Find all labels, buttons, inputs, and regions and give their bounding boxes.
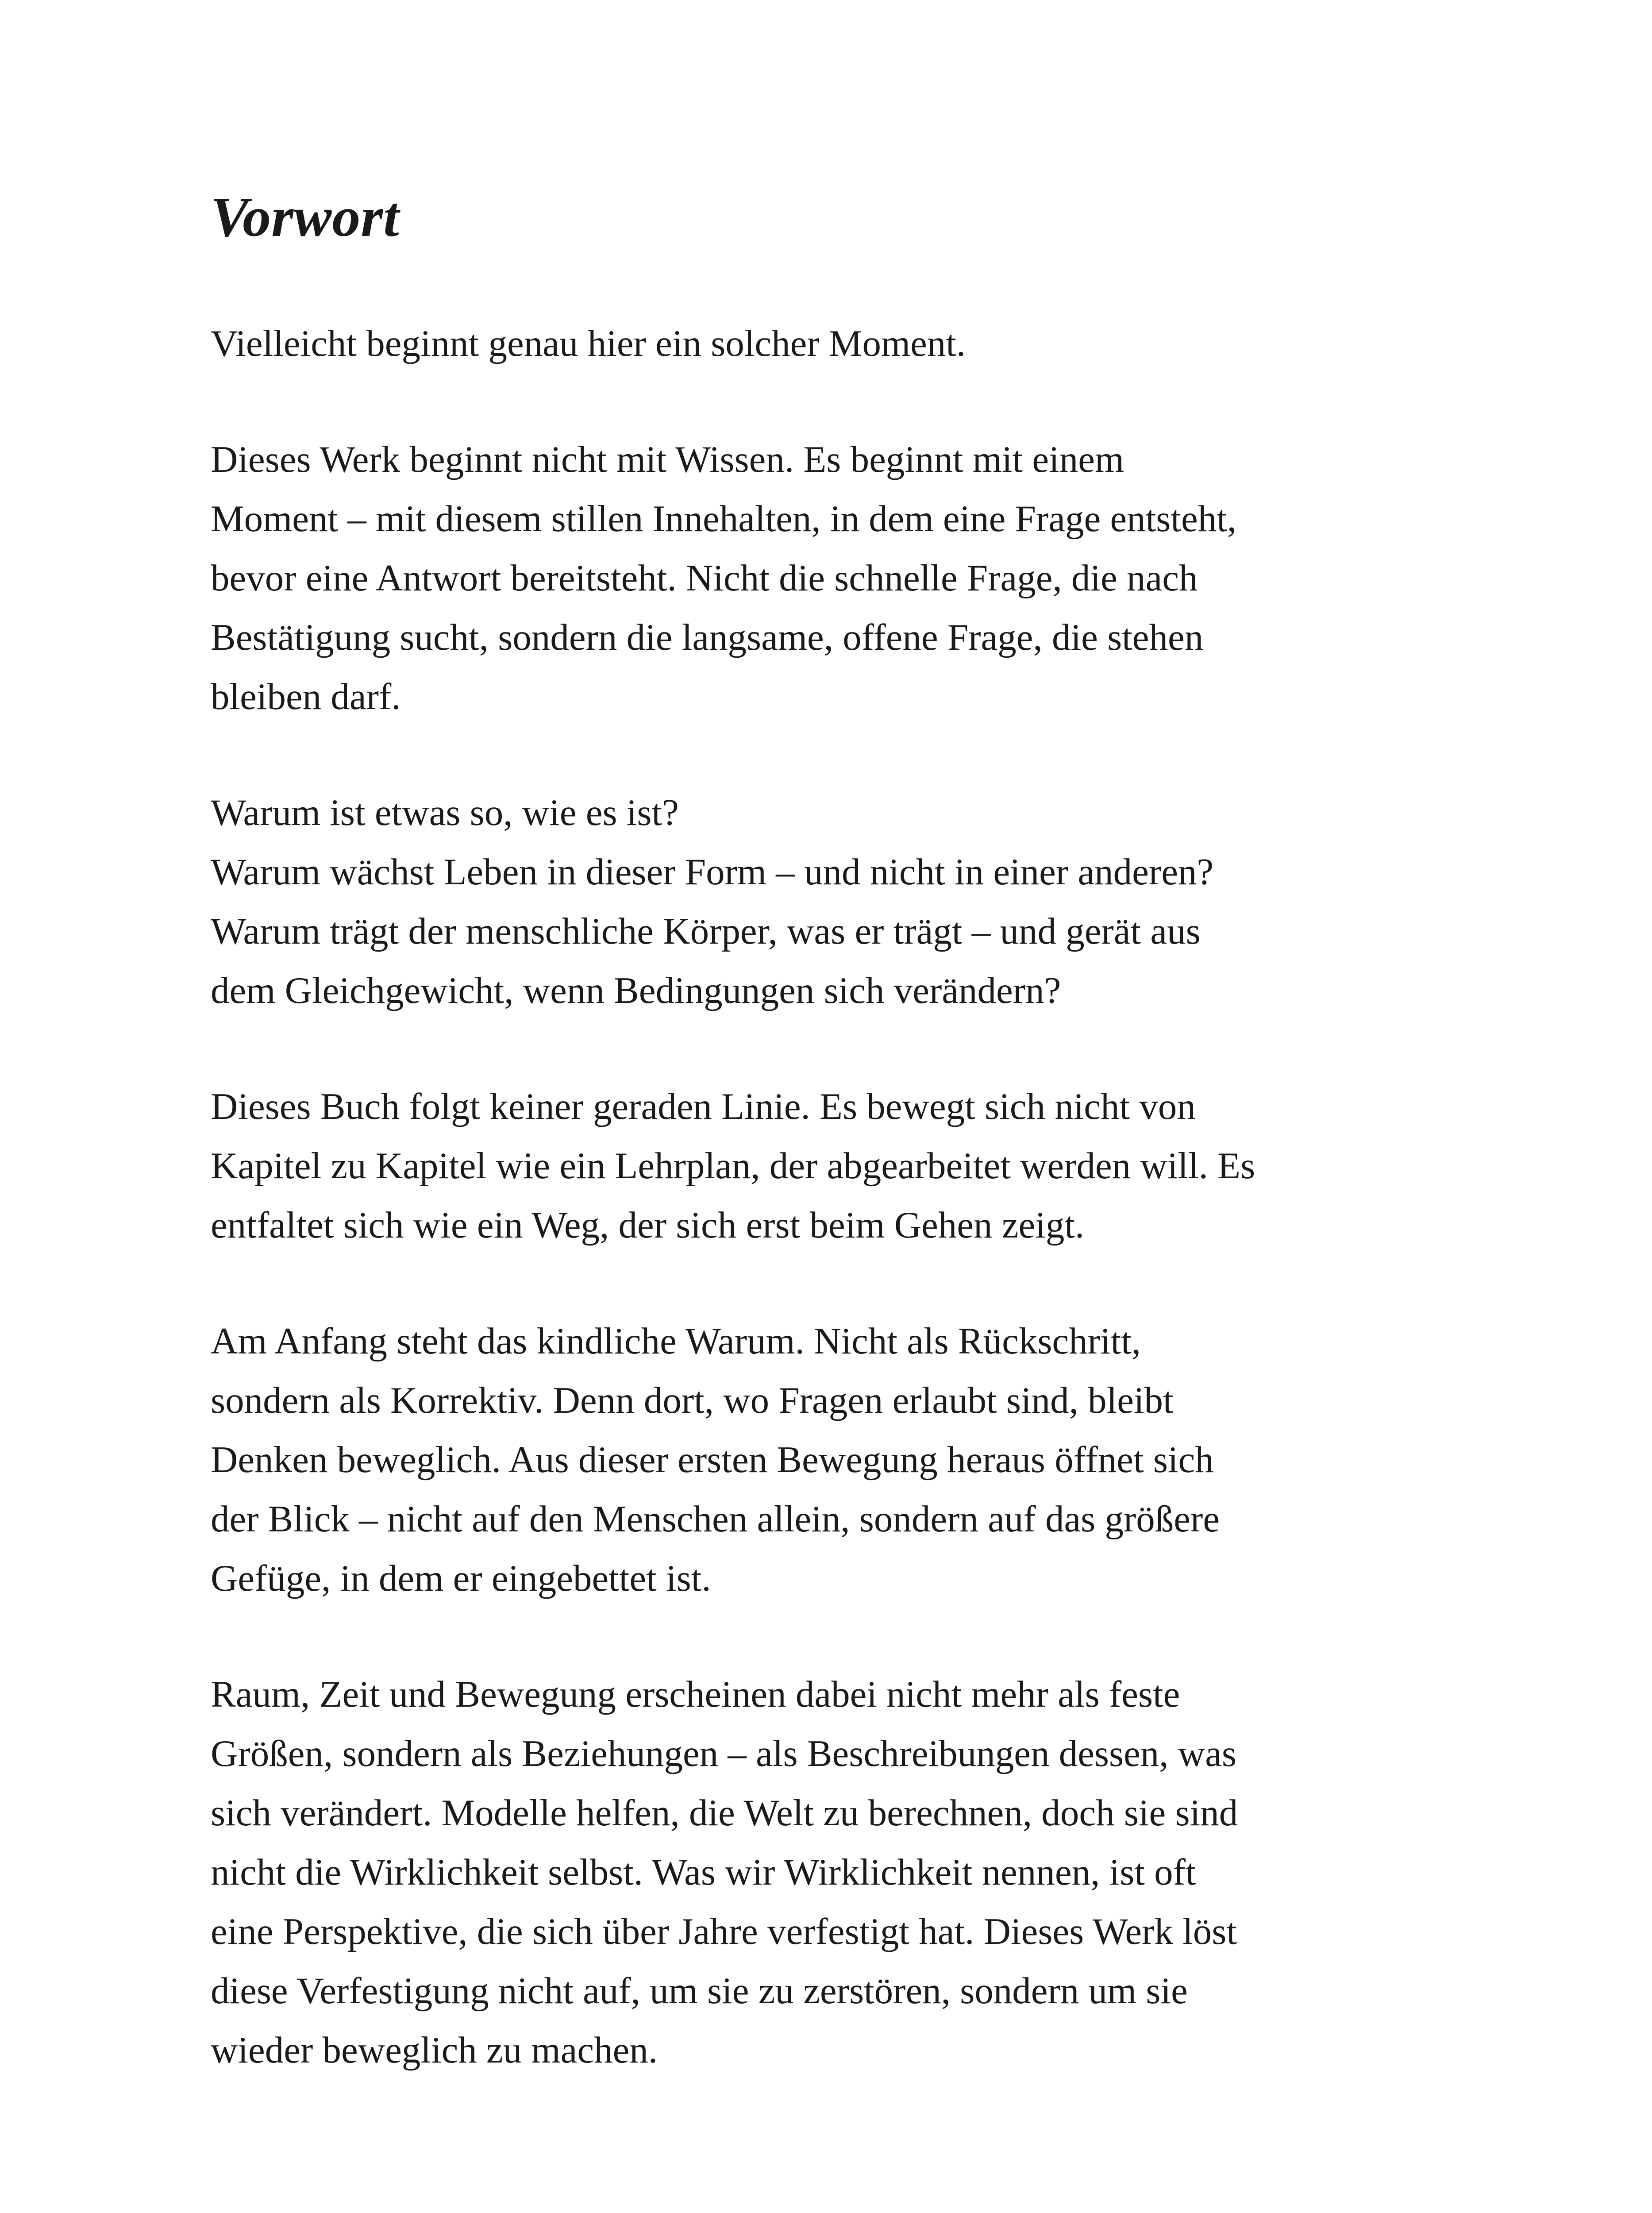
text-line: Warum ist etwas so, wie es ist? [211,791,679,833]
paragraph [211,1077,1432,1255]
paragraph [211,1311,1432,1608]
paragraph [211,314,1432,373]
text-line: dem Gleichgewicht, wenn Bedingungen sich verändern? [211,969,1061,1011]
paragraph [211,430,1432,726]
text-line: Gefüge, in dem er eingebettet ist. [211,1557,711,1599]
text-line: Raum, Zeit und Bewegung erscheinen dabei nicht mehr als feste [211,1673,1180,1715]
text-line: wieder beweglich zu machen. [211,2029,658,2071]
text-line: nicht die Wirklichkeit selbst. Was wir Wirklichkeit nennen, ist oft [211,1851,1196,1893]
text-line: eine Perspektive, die sich über Jahre verfestigt hat. Dieses Werk löst [211,1910,1237,1952]
text-line: Bestätigung sucht, sondern die langsame, offene Frage, die stehen [211,616,1204,658]
text-line: Warum wächst Leben in dieser Form – und nicht in einer anderen? [211,851,1214,893]
page-title: Vorwort [211,185,400,248]
text-line: Dieses Werk beginnt nicht mit Wissen. Es beginnt mit einem [211,438,1124,480]
text-line: bevor eine Antwort bereitsteht. Nicht die schnelle Frage, die nach [211,557,1198,599]
text-line: Denken beweglich. Aus dieser ersten Bewegung heraus öffnet sich [211,1438,1214,1480]
text-line: sich verändert. Modelle helfen, die Welt zu berechnen, doch sie sind [211,1792,1238,1834]
text-line: sondern als Korrektiv. Denn dort, wo Fragen erlaubt sind, bleibt [211,1379,1174,1421]
text-line: bleiben darf. [211,675,401,717]
paragraph [211,1665,1432,2080]
text-line: Moment – mit diesem stillen Innehalten, in dem eine Frage entsteht, [211,497,1237,540]
text-line: der Blick – nicht auf den Menschen allein, sondern auf das größere [211,1498,1220,1540]
document-page [211,186,1432,2136]
text-line: diese Verfestigung nicht auf, um sie zu zerstören, sondern um sie [211,1970,1188,2012]
paragraph [211,783,1432,1020]
text-line: Kapitel zu Kapitel wie ein Lehrplan, der abgearbeitet werden will. Es [211,1145,1255,1187]
text-line: Größen, sondern als Beziehungen – als Beschreibungen dessen, was [211,1732,1236,1774]
text-line: Warum trägt der menschliche Körper, was er trägt – und gerät aus [211,910,1201,952]
body-text [211,314,1432,2080]
text-line: entfaltet sich wie ein Weg, der sich erst beim Gehen zeigt. [211,1204,1085,1246]
text-line: Am Anfang steht das kindliche Warum. Nicht als Rückschritt, [211,1320,1141,1362]
text-line: Dieses Buch folgt keiner geraden Linie. Es bewegt sich nicht von [211,1085,1196,1127]
text-line: Vielleicht beginnt genau hier ein solcher Moment. [211,322,966,364]
